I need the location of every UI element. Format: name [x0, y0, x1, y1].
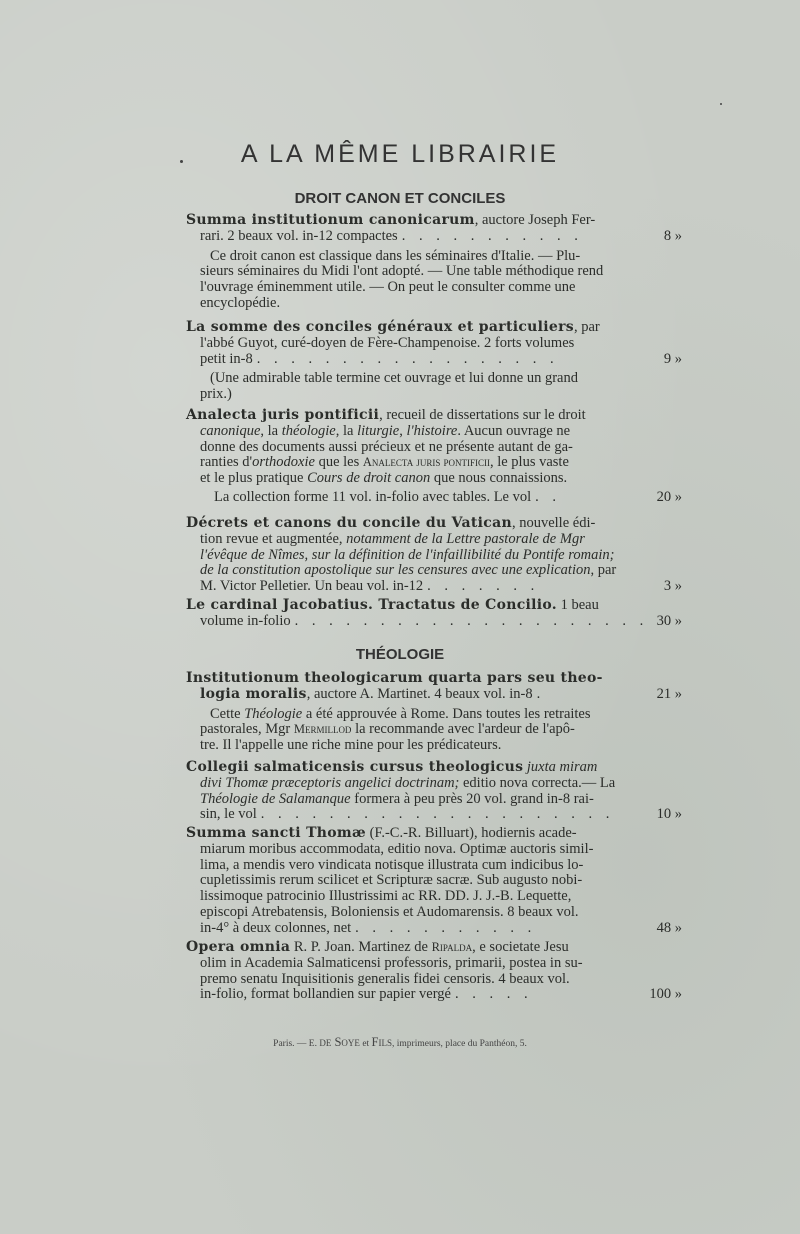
- price: 3 »: [663, 578, 682, 595]
- price: 30 »: [656, 612, 682, 629]
- price: 21 »: [656, 685, 682, 702]
- entry-title: Collegii salmaticensis cursus theologicus: [186, 759, 524, 775]
- page-title: A LA MÊME LIBRAIRIE: [240, 140, 560, 168]
- entry-title: Analecta juris pontificii: [186, 407, 380, 423]
- entry-summa-institutionum: Summa institutionum canonicarum, auctore Joseph Fer- rari. 2 beaux vol. in-12 compactes . . . . . . . . . . . 8 » Ce droit canon est classique dans les séminaires d'Italie. — Plu- sieurs séminaires du Midi l'ont adopté. — Une table méthodique rend l'ouvrage éminemment utile. — On peut le consulter comme une encyclopédie.: [186, 212, 682, 311]
- section-heading-theologie: THÉOLOGIE: [355, 646, 445, 663]
- entry-somme-des-conciles: La somme des conciles généraux et particuliers, par l'abbé Guyot, curé-doyen de Fère-Champenoise. 2 forts volumes petit in-8 . . . . . . . . . . . . . . . . . . 9 » (Une admirable table termine cet ouvrage et lui donne un grand prix.): [186, 319, 682, 403]
- price: 20 »: [656, 488, 682, 505]
- entry-summa-sancti-thomae: Summa sancti Thomæ (F.-C.-R. Billuart), hodiernis acade- miarum moribus accommodata, editio nova. Optimæ auctoris simil- lima, a mendis vero vindicata notisque illustrata cum indicibus lo- cupletissimis rerum scilicet et Scripturæ sacræ. Sub augusto nobi- lissimoque patrocinio Illustrissimi ac RR. DD. J. J.-B. Lequette, episcopi Atrebatensis, Boloniensis et Audomarensis. 8 beaux vol. in-4° à deux colonnes, net . . . . . . . . . . . 48 »: [186, 825, 682, 936]
- entry-analecta-juris: Analecta juris pontificii, recueil de dissertations sur le droit canonique, la théologie, la liturgie, l'histoire. Aucun ouvrage ne donne des documents aussi précieux et ne présente autant de ga- ranties d'orthodoxie que les Analecta juris pontificii, le plus vaste et le plus pratique Cours de droit canon que nous connaissions. La collection forme 11 vol. in-folio avec tables. Le vol . . 20 »: [186, 407, 682, 505]
- entry-collegii-salmaticensis: Collegii salmaticensis cursus theologicus juxta miram divi Thomæ præceptoris angelici doctrinam; editio nova correcta.— La Théologie de Salamanque formera à peu près 20 vol. grand in-8 rai- sin, le vol . . . . . . . . . . . . . . . . . . . . . 10 »: [186, 759, 682, 823]
- entry-title: Institutionum theologicarum quarta pars seu theo-: [186, 670, 603, 686]
- printer-footer: Paris. — E. de Soye et Fils, imprimeurs, place du Panthéon, 5.: [273, 1035, 527, 1049]
- section-heading-droit-canon: DROIT CANON ET CONCILES: [294, 190, 506, 207]
- ink-speck: [720, 103, 722, 105]
- entry-title: La somme des conciles généraux et particuliers: [186, 319, 574, 335]
- price: 48 »: [656, 919, 682, 936]
- price: 10 »: [656, 806, 682, 823]
- price: 8 »: [663, 227, 682, 244]
- entry-institutionum-theologicarum: Institutionum theologicarum quarta pars seu theo- logia moralis , auctore A. Martinet. 4 beaux vol. in-8 . 21 » Cette Théologie a été approuvée à Rome. Dans toutes les retraites pastorales, Mgr Mermillod la recommande avec l'ardeur de l'apô- tre. Il l'appelle une riche mine pour les prédicateurs.: [186, 670, 682, 754]
- entry-title: Opera omnia: [186, 939, 291, 955]
- entry-cardinal-jacobatius: Le cardinal Jacobatius. Tractatus de Concilio. 1 beau volume in-folio . . . . . . . . . . . . . . . . . . . . . 30 »: [186, 597, 682, 629]
- entry-opera-omnia: Opera omnia R. P. Joan. Martinez de Ripalda, e societate Jesu olim in Academia Salmaticensi professoris, primarii, postea in su- premo senatu Inquisitionis generalis fidei censoris. 4 beaux vol. in-folio, format bollandien sur papier vergé . . . . . 100 »: [186, 939, 682, 1003]
- price: 9 »: [663, 350, 682, 367]
- entry-title: Le cardinal Jacobatius. Tractatus de Concilio.: [186, 597, 557, 613]
- entry-decrets-vatican: Décrets et canons du concile du Vatican, nouvelle édi- tion revue et augmentée, notamment de la Lettre pastorale de Mgr l'évêque de Nîmes, sur la définition de l'infaillibilité du Pontife romain; de la constitution apostolique sur les censures avec une explication, par M. Victor Pelletier. Un beau vol. in-12 . . . . . . . 3 »: [186, 515, 682, 595]
- price: 100 »: [649, 986, 682, 1003]
- entry-title: Summa sancti Thomæ: [186, 825, 366, 841]
- entry-title: Summa institutionum canonicarum: [186, 212, 475, 228]
- entry-title: Décrets et canons du concile du Vatican: [186, 515, 512, 531]
